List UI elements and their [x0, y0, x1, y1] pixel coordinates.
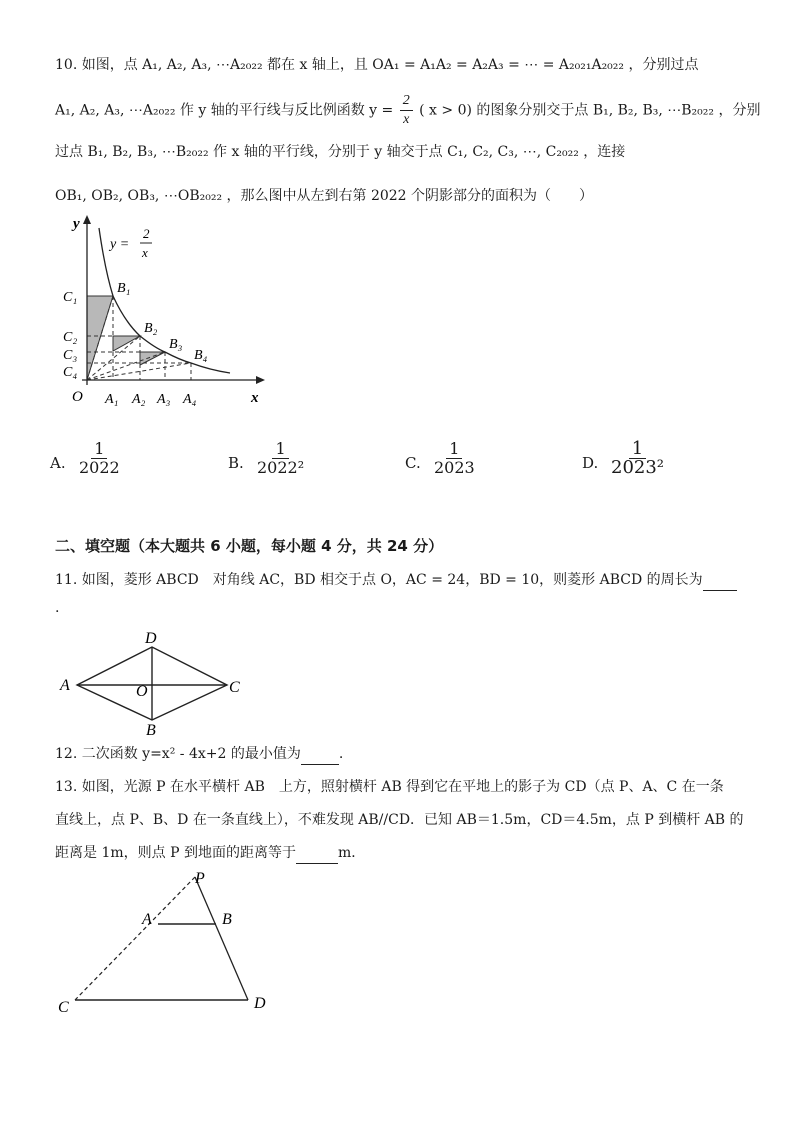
function-label: y =	[110, 237, 130, 252]
q10-function-fraction	[400, 92, 413, 129]
line-p-a-c	[75, 877, 195, 1000]
q10-line4: OB₁, OB₂, OB₃, ⋯OB₂₀₂₂ ，那么图中从左到右第 2022 个阴影部分的面积为（ ）	[55, 188, 594, 204]
section-heading: 二、填空题（本大题共 6 小题，每小题 4 分，共 24 分）	[55, 537, 444, 555]
option-b-fraction	[254, 440, 307, 477]
label-c3: C₃	[63, 348, 78, 363]
q10-line1: 10. 如图，点 A₁, A₂, A₃, ⋯A₂₀₂₂ 都在 x 轴上，且 OA₁ = A₁A₂ = A₂A₃ = ⋯ = A₂₀₂₁A₂₀₂₂ ，分别过点	[55, 57, 699, 73]
label-b2: B₂	[144, 321, 158, 336]
label-p: P	[195, 870, 205, 887]
x-axis-arrow	[256, 376, 265, 384]
q11-question: 11. 如图，菱形 ABCD 对角线 AC，BD 相交于点 O，AC = 24，BD = 10，则菱形 ABCD 的周长为	[55, 572, 703, 588]
function-numerator: 2	[143, 226, 150, 241]
option-b-label: B.	[228, 454, 244, 472]
q12-text	[55, 744, 343, 765]
q13-line1: 13. 如图，光源 P 在水平横杆 AB 上方，照射横杆 AB 得到它在平地上的影子为 CD（点 P、A、C 在一条	[55, 779, 724, 795]
q12-tail: .	[338, 746, 344, 762]
fraction-numerator: 1	[629, 440, 646, 459]
label-a2: A₂	[132, 392, 146, 407]
q11-text	[55, 570, 737, 591]
label-c: C	[229, 679, 240, 696]
q10-line2	[55, 92, 760, 129]
fraction-denominator: 2023	[434, 458, 475, 477]
fraction-numerator: 2	[400, 92, 413, 111]
fraction-denominator: 2022	[79, 458, 120, 477]
option-a-fraction	[76, 440, 123, 477]
label-c4: C₄	[63, 365, 78, 380]
origin-label: O	[72, 389, 83, 405]
label-o: O	[136, 683, 148, 700]
q13-unit: m．	[337, 845, 366, 861]
label-d: D	[254, 995, 266, 1012]
q11-answer-blank[interactable]	[703, 570, 737, 591]
y-axis-label: y	[73, 216, 80, 232]
q13-answer-blank[interactable]	[296, 843, 338, 864]
line-p-b-d	[195, 877, 248, 1000]
q13-figure	[50, 865, 290, 1020]
label-c: C	[58, 999, 69, 1016]
label-a4: A₄	[183, 392, 197, 407]
option-d-fraction	[608, 440, 667, 477]
fraction-denominator: 2023²	[611, 457, 665, 478]
q13-question: 距离是 1m，则点 P 到地面的距离等于	[55, 845, 296, 861]
x-axis-label: x	[251, 390, 259, 406]
option-a-label: A.	[50, 454, 66, 472]
o-b3-line	[87, 352, 165, 380]
fraction-denominator: x	[403, 112, 410, 127]
q10-line2-b: ( x > 0) 的图象分别交于点 B₁, B₂, B₃, ⋯B₂₀₂₂ ，分别	[419, 102, 761, 119]
q12-answer-blank[interactable]	[301, 744, 339, 765]
label-c1: C₁	[63, 290, 78, 305]
q13-line3	[55, 843, 365, 864]
label-c2: C₂	[63, 330, 78, 345]
label-b: B	[222, 911, 232, 928]
q12-question: 12. 二次函数 y=x² - 4x+2 的最小值为	[55, 746, 301, 762]
q13-line2: 直线上，点 P、B、D 在一条直线上），不难发现 AB//CD．已知 AB＝1.5m，CD＝4.5m，点 P 到横杆 AB 的	[55, 812, 744, 828]
option-c-label: C.	[405, 454, 421, 472]
q11-tail: .	[55, 600, 60, 616]
q11-rhombus-figure	[55, 625, 265, 740]
fraction-denominator: 2022²	[257, 458, 305, 477]
option-c-fraction	[431, 440, 478, 477]
q10-line2-a: A₁, A₂, A₃, ⋯A₂₀₂₂ 作 y 轴的平行线与反比例函数 y =	[55, 102, 394, 119]
label-a1: A₁	[105, 392, 119, 407]
o-b4-line	[87, 363, 191, 380]
label-b1: B₁	[117, 281, 131, 296]
label-b3: B₃	[169, 337, 183, 352]
q10-line3: 过点 B₁, B₂, B₃, ⋯B₂₀₂₂ 作 x 轴的平行线，分别于 y 轴交于点 C₁, C₂, C₃, ⋯, C₂₀₂₂ ，连接	[55, 144, 626, 160]
option-d-label: D.	[582, 454, 599, 472]
shade-triangle-2	[113, 336, 140, 351]
q10-figure	[55, 210, 285, 420]
label-b4: B₄	[194, 348, 208, 363]
fraction-numerator: 1	[446, 440, 462, 459]
label-a3: A₃	[157, 392, 171, 407]
function-denominator: x	[142, 245, 148, 260]
fraction-numerator: 1	[91, 440, 107, 459]
label-a: A	[142, 911, 152, 928]
fraction-numerator: 1	[272, 440, 288, 459]
y-axis-arrow	[83, 215, 91, 224]
label-d: D	[145, 630, 157, 647]
label-a: A	[60, 677, 70, 694]
label-b: B	[146, 722, 156, 739]
